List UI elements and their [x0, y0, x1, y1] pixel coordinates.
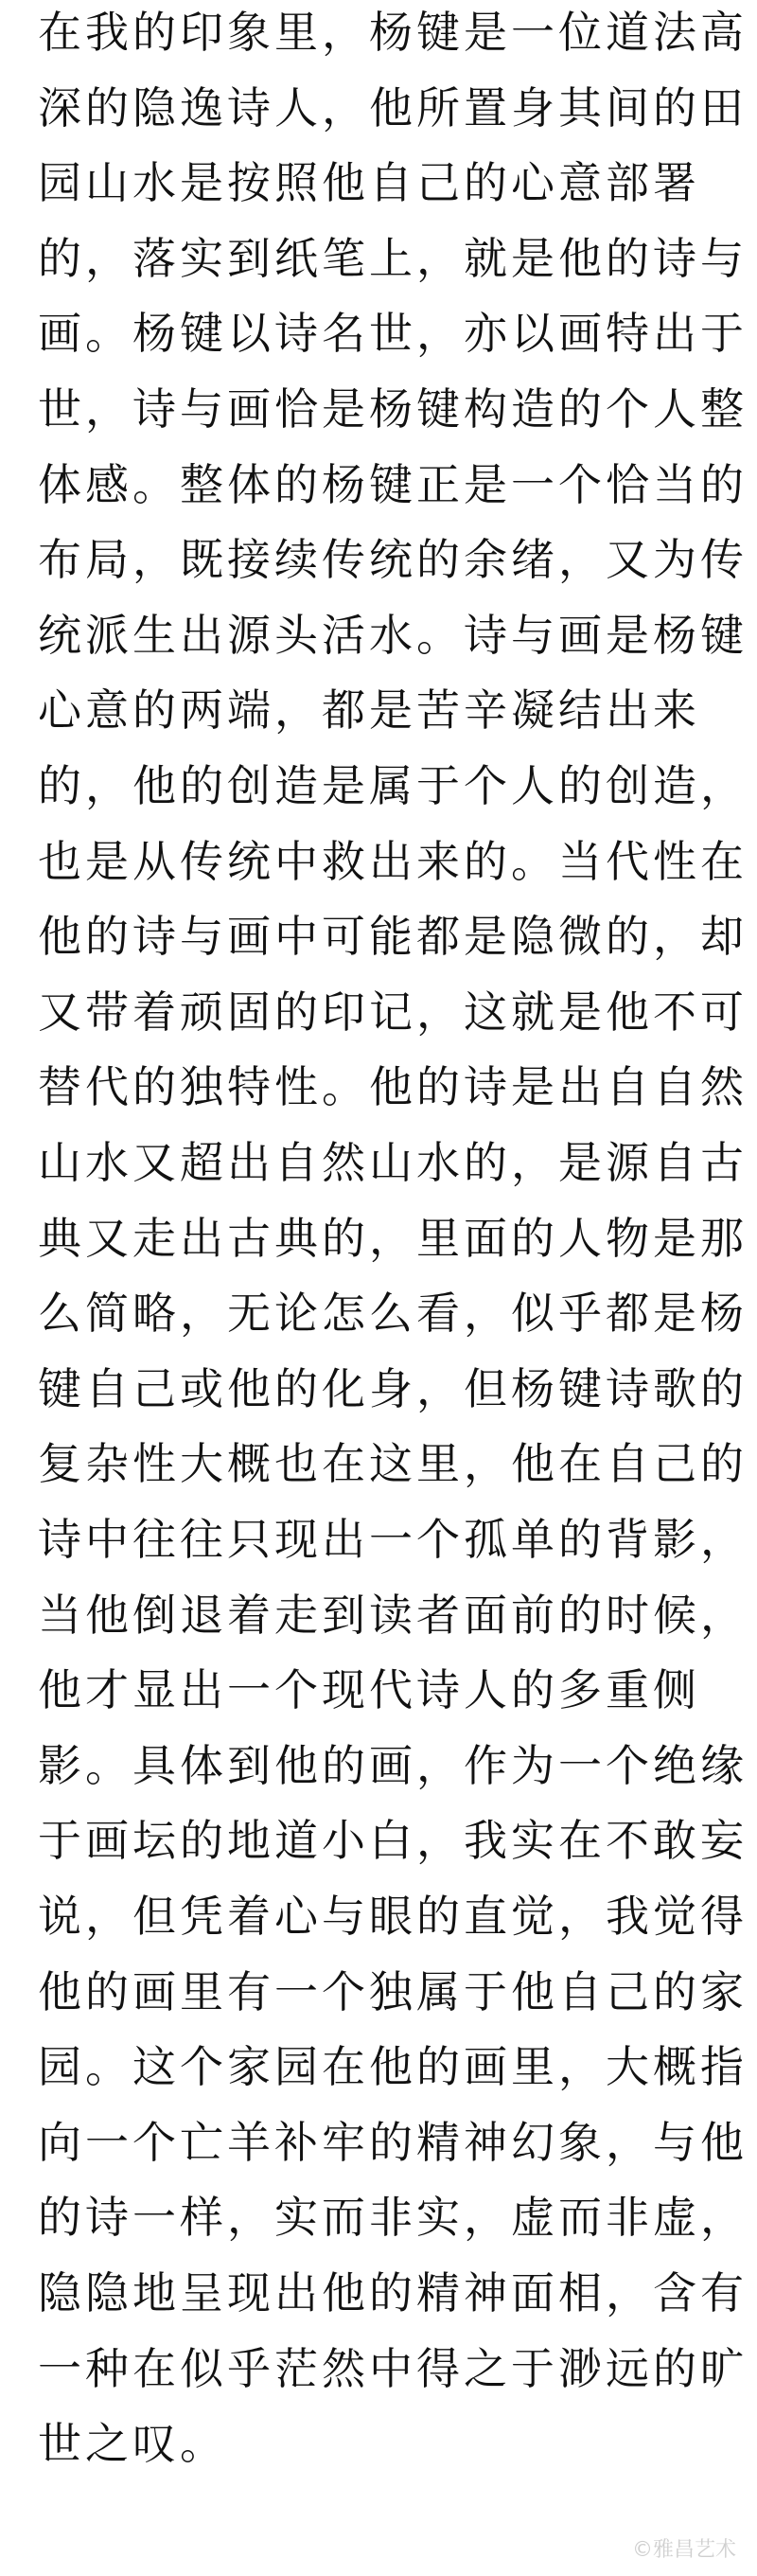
text-line: 他才显出一个现代诗人的多重侧 [38, 1664, 700, 1716]
text-line: 么简略，无论怎么看，似乎都是杨 [38, 1288, 748, 1340]
text-line: 统派生出源头活水。诗与画是杨键 [38, 609, 748, 661]
text-line: 当他倒退着走到读者面前的时候， [38, 1589, 748, 1641]
text-line: 心意的两端，都是苦辛凝结出来 [38, 684, 700, 737]
text-line: 向一个亡羊补牢的精神幻象，与他 [38, 2116, 748, 2168]
watermark: ©雅昌艺术 [631, 2538, 736, 2562]
text-line: 布局，既接续传统的余绪，又为传 [38, 534, 748, 586]
text-line: 园。这个家园在他的画里，大概指 [38, 2041, 748, 2093]
text-line: 他的诗与画中可能都是隐微的，却 [38, 911, 748, 963]
text-line: 体感。整体的杨键正是一个恰当的 [38, 458, 748, 510]
text-line: 画。杨键以诗名世，亦以画特出于 [38, 308, 748, 360]
text-line: 隐隐地呈现出他的精神面相，含有 [38, 2267, 748, 2318]
text-line: 说，但凭着心与眼的直觉，我觉得 [38, 1891, 748, 1942]
text-line: 典又走出古典的，里面的人物是那 [38, 1212, 748, 1264]
text-line: 键自己或他的化身，但杨键诗歌的 [38, 1362, 748, 1414]
text-line: 山水又超出自然山水的，是源自古 [38, 1137, 748, 1188]
text-line: 园山水是按照他自己的心意部署 [38, 157, 700, 209]
text-line: 复杂性大概也在这里，他在自己的 [38, 1438, 748, 1490]
text-line: 的诗一样，实而非实，虚而非虚， [38, 2192, 748, 2244]
text-line: 在我的印象里，杨键是一位道法高 [38, 7, 748, 58]
text-line: 诗中往往只现出一个孤单的背影， [38, 1514, 748, 1565]
text-line: 他的画里有一个独属于他自己的家 [38, 1965, 748, 2017]
text-line: 深的隐逸诗人，他所置身其间的田 [38, 81, 748, 133]
text-line: 世，诗与画恰是杨键构造的个人整 [38, 383, 748, 435]
text-line: 影。具体到他的画，作为一个绝缘 [38, 1739, 748, 1791]
text-line: 于画坛的地道小白，我实在不敢妄 [38, 1815, 748, 1867]
text-line: 的，他的创造是属于个人的创造， [38, 760, 748, 811]
text-line: 的，落实到纸笔上，就是他的诗与 [38, 232, 748, 284]
text-line: 替代的独特性。他的诗是出自自然 [38, 1061, 748, 1113]
text-line: 世之叹。 [38, 2418, 227, 2470]
text-line: 一种在似乎茫然中得之于渺远的旷 [38, 2342, 748, 2394]
text-line: 又带着顽固的印记，这就是他不可 [38, 986, 748, 1038]
text-line: 也是从传统中救出来的。当代性在 [38, 835, 748, 887]
